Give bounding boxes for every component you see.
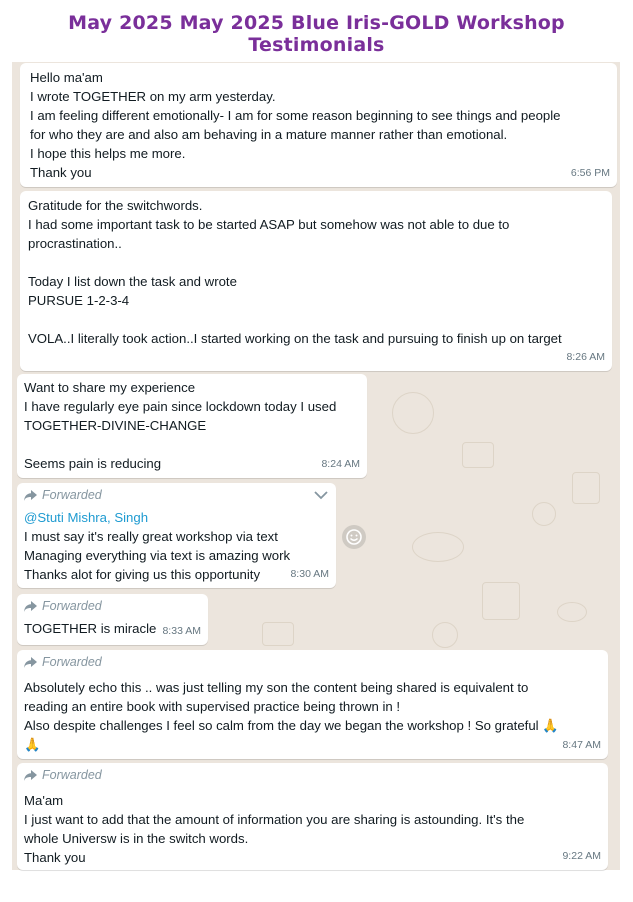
message-text-line: I am feeling different emotionally- I am for some reason beginning to see things and people (30, 108, 561, 123)
forward-arrow-icon (24, 601, 37, 612)
message-text-line: Managing everything via text is amazing work (24, 548, 291, 563)
message-text-line (28, 253, 604, 272)
message-text-line: Also despite challenges I feel so calm from the day we began the workshop ! So grateful 🙏 (24, 718, 559, 733)
forwarded-label (24, 766, 601, 785)
message-text-line: I have regularly eye pain since lockdown today I used (24, 399, 337, 414)
forwarded-text: Forwarded (42, 488, 102, 502)
message-text-line: for who they are and also am behaving in a mature manner rather than emotional. (30, 127, 508, 142)
wallpaper-doodle (557, 602, 587, 622)
message-text-line: Thank you (24, 850, 86, 865)
emoji-smiley-icon (346, 529, 362, 545)
message-bubble[interactable] (20, 63, 617, 187)
message-text-line: Thanks alot for giving us this opportunity (24, 567, 261, 582)
message-text-line: Gratitude for the switchwords. (28, 198, 203, 213)
message-text-line: Want to share my experience (24, 380, 196, 395)
message-time: 6:56 PM (570, 167, 610, 179)
wallpaper-doodle (432, 622, 458, 648)
forwarded-label (24, 597, 201, 616)
forwarded-label (24, 486, 329, 505)
message-text-line: I wrote TOGETHER on my arm yesterday. (30, 89, 276, 104)
message-text-line (28, 310, 604, 329)
message-text-line: whole Universw is in the switch words. (24, 831, 249, 846)
message-bubble[interactable] (17, 650, 608, 759)
message-time: 8:24 AM (321, 458, 360, 470)
message-text-line: 🙏 (24, 737, 41, 752)
emoji-reaction-button[interactable] (342, 525, 366, 549)
forwarded-text: Forwarded (42, 599, 102, 613)
message-bubble[interactable] (17, 594, 208, 645)
forwarded-label (24, 653, 601, 672)
message-text-line: I hope this helps me more. (30, 146, 186, 161)
message-time: 8:30 AM (290, 568, 329, 580)
forward-arrow-icon (24, 490, 37, 501)
message-time: 8:47 AM (562, 739, 601, 751)
forwarded-text: Forwarded (42, 768, 102, 782)
wallpaper-doodle (462, 442, 494, 468)
message-text-line: I had some important task to be started ASAP but somehow was not able to due to (28, 217, 510, 232)
message-time: 8:26 AM (566, 351, 605, 363)
message-time: 8:33 AM (162, 625, 201, 637)
forward-arrow-icon (24, 770, 37, 781)
message-text-line: I just want to add that the amount of information you are sharing is astounding. It's the (24, 812, 525, 827)
message-text-line (24, 435, 360, 454)
wallpaper-doodle (572, 472, 600, 504)
message-bubble[interactable] (17, 763, 608, 870)
message-text-line: Thank you (30, 165, 92, 180)
message-text-line: VOLA..I literally took action..I started working on the task and pursuing to finish up on target (28, 331, 562, 346)
message-text-line: I must say it's really great workshop via text (24, 529, 278, 544)
wallpaper-doodle (532, 502, 556, 526)
message-text-line: procrastination.. (28, 236, 122, 251)
message-text-line: reading an entire book with supervised practice being thrown in ! (24, 699, 401, 714)
message-text-line: PURSUE 1-2-3-4 (28, 293, 130, 308)
message-text-line: Absolutely echo this .. was just telling my son the content being shared is equivalent to (24, 680, 529, 695)
wallpaper-doodle (392, 392, 434, 434)
message-text-line: TOGETHER-DIVINE-CHANGE (24, 418, 207, 433)
wallpaper-doodle (412, 532, 464, 562)
page-title: May 2025 May 2025 Blue Iris-GOLD Workshop Testimonials (68, 12, 565, 56)
message-text-line: Ma'am (24, 793, 64, 808)
message-bubble[interactable] (17, 374, 367, 478)
message-text-line: Today I list down the task and wrote (28, 274, 237, 289)
chevron-down-icon[interactable] (314, 490, 328, 500)
forward-arrow-icon (24, 657, 37, 668)
wallpaper-doodle (482, 582, 520, 620)
message-bubble[interactable] (20, 191, 612, 371)
mention-link[interactable]: @Stuti Mishra, Singh (24, 510, 149, 525)
message-text-line: Hello ma'am (30, 70, 103, 85)
message-text-line: TOGETHER is miracle (24, 621, 157, 636)
message-bubble[interactable] (17, 483, 336, 588)
message-text-line: Seems pain is reducing (24, 456, 162, 471)
wallpaper-doodle (262, 622, 294, 646)
forwarded-text: Forwarded (42, 655, 102, 669)
message-time: 9:22 AM (562, 850, 601, 862)
